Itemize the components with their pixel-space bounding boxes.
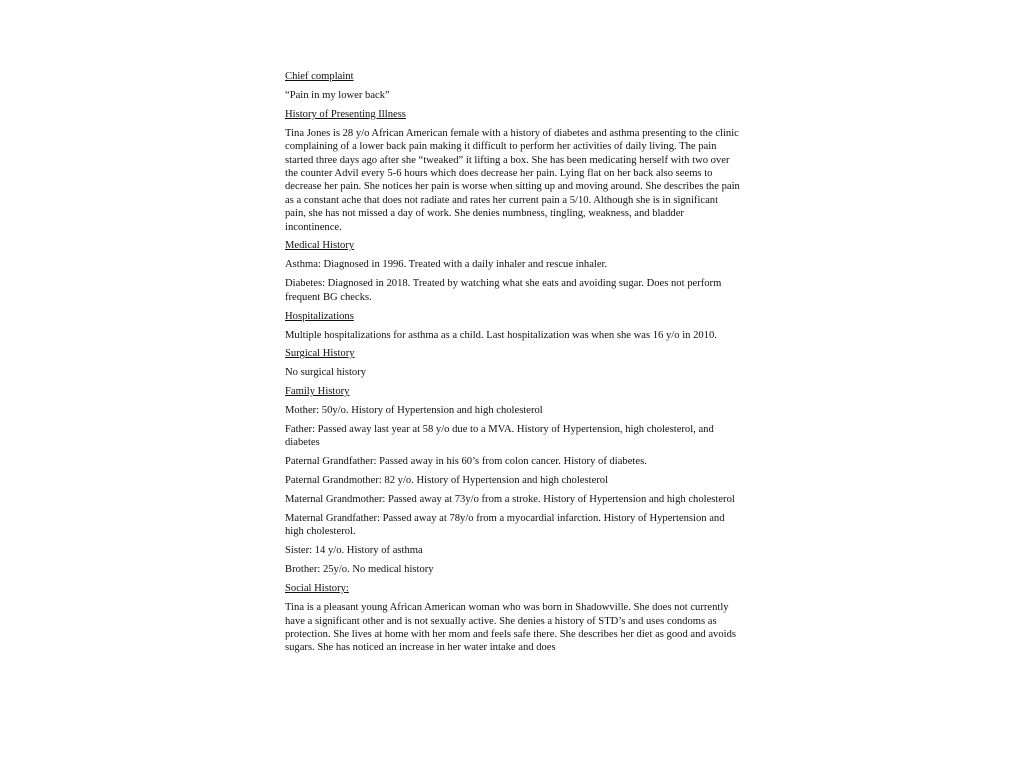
section-heading: Family History: [285, 386, 350, 398]
section-heading: Medical History: [285, 240, 355, 252]
section-heading: Chief complaint: [285, 71, 354, 82]
section-history-of-presenting-illness: [285, 108, 740, 234]
paragraph: Multiple hospitalizations for asthma as a child. Last hospitalization was when she was 16 y/o in 2010.: [285, 329, 717, 341]
document-page: [285, 70, 740, 660]
paragraph: Paternal Grandmother: 82 y/o. History of Hypertension and high cholesterol: [285, 475, 609, 487]
paragraph: No surgical history: [285, 367, 367, 379]
section-medical-history: [285, 239, 740, 304]
section-heading: Social History:: [285, 583, 349, 595]
section-heading: History of Presenting Illness: [285, 108, 406, 120]
paragraph: Paternal Grandfather: Passed away in his 60’s from colon cancer. History of diabetes.: [285, 456, 647, 468]
paragraph: “Pain in my lower back”: [285, 89, 390, 101]
paragraph: Tina Jones is 28 y/o African American female with a history of diabetes and asthma presenting to the clinic complaining of a lower back pain making it difficult to perform her activities of daily living. The pain started three days ago after she “tweaked” it lifting a box. She has been medicating herself with two over the counter Advil every 5-6 hours which does decrease her pain. Lying flat on her back also seems to decrease her pain. She notices her pain is worse when sitting up and moving around. She describes the pain as a constant ache that does not radiate and rates her current pain a 5/10. Although she is in significant pain, she has not missed a day of work. She denies numbness, tingling, weakness, and bladder incontinence.: [285, 127, 740, 233]
section-heading: Hospitalizations: [285, 310, 354, 322]
section-family-history: [285, 385, 740, 576]
paragraph: Father: Passed away last year at 58 y/o due to a MVA. History of Hypertension, high cholesterol, and diabetes: [285, 424, 714, 449]
section-hospitalizations: [285, 310, 740, 342]
paragraph: Maternal Grandfather: Passed away at 78y/o from a myocardial infarction. History of Hypertension and high cholesterol.: [285, 513, 725, 538]
paragraph: Asthma: Diagnosed in 1996. Treated with a daily inhaler and rescue inhaler.: [285, 259, 608, 271]
paragraph: Diabetes: Diagnosed in 2018. Treated by watching what she eats and avoiding sugar. Does not perform frequent BG checks.: [285, 278, 722, 303]
section-surgical-history: [285, 347, 740, 379]
section-social-history: [285, 582, 740, 655]
paragraph: Tina is a pleasant young African American woman who was born in Shadowville. She does not currently have a significant other and is not sexually active. She denies a history of STD’s and uses condoms as protection. She lives at home with her mom and feels safe there. She describes her diet as good and avoids sugars. She has noticed an increase in her water intake and does: [285, 602, 736, 654]
paragraph: Sister: 14 y/o. History of asthma: [285, 545, 423, 557]
section-chief-complaint: [285, 70, 740, 102]
paragraph: Maternal Grandmother: Passed away at 73y/o from a stroke. History of Hypertension and high cholesterol: [285, 494, 735, 506]
paragraph: Mother: 50y/o. History of Hypertension and high cholesterol: [285, 405, 543, 417]
paragraph: Brother: 25y/o. No medical history: [285, 564, 434, 576]
section-heading: Surgical History: [285, 348, 355, 360]
